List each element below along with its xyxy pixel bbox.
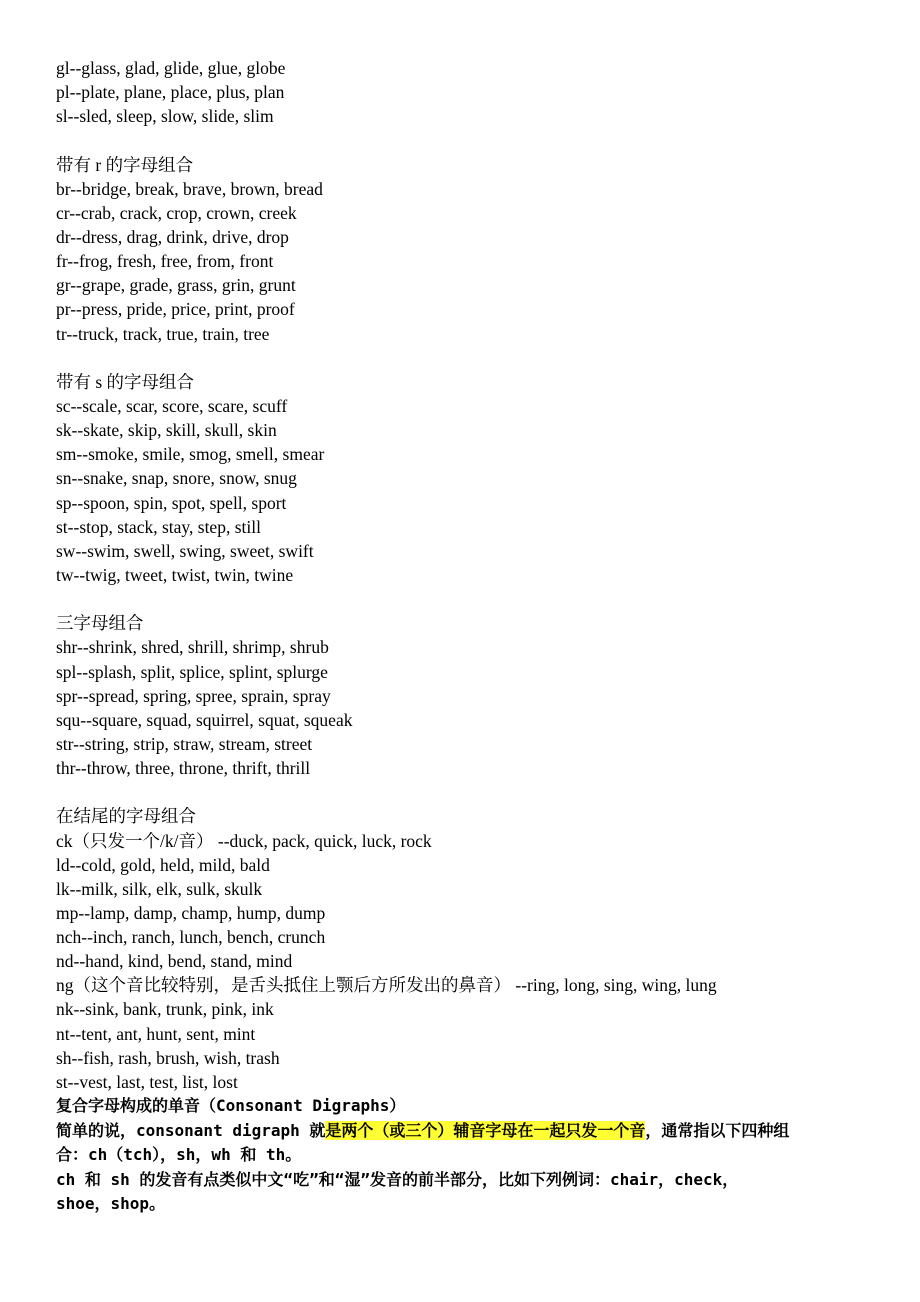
blend-line: sh--fish, rash, brush, wish, trash — [56, 1047, 280, 1068]
digraphs-paragraph-line: shoe，shop。 — [56, 1194, 166, 1214]
blend-line: spl--splash, split, splice, splint, splurge — [56, 661, 328, 682]
blend-line: sl--sled, sleep, slow, slide, slim — [56, 106, 274, 127]
blend-line: thr--throw, three, throne, thrift, thrill — [56, 758, 311, 779]
blend-line: pl--plate, plane, place, plus, plan — [56, 82, 285, 103]
blend-line: ld--cold, gold, held, mild, bald — [56, 854, 270, 875]
blend-line: nd--hand, kind, bend, stand, mind — [56, 951, 293, 972]
blend-group-s — [56, 370, 876, 587]
digraphs-paragraph-line: ch 和 sh 的发音有点类似中文“吃”和“湿”发音的前半部分，比如下列例词：chair，check， — [56, 1169, 739, 1189]
digraphs-text: ，通常指以下四种组 — [645, 1120, 790, 1140]
blend-line: sw--swim, swell, swing, sweet, swift — [56, 540, 314, 561]
section-heading: 带有 s 的字母组合 — [56, 371, 195, 392]
blend-line: str--string, strip, straw, stream, street — [56, 733, 313, 754]
digraphs-section — [56, 1094, 876, 1217]
digraphs-title: 复合字母构成的单音（Consonant Digraphs） — [56, 1096, 406, 1116]
blend-line: gl--glass, glad, glide, glue, globe — [56, 58, 286, 78]
blend-line: nk--sink, bank, trunk, pink, ink — [56, 999, 274, 1020]
blend-group-ending — [56, 804, 876, 1094]
blend-line: cr--crab, crack, crop, crown, creek — [56, 202, 297, 223]
spacer — [56, 780, 876, 804]
blend-line: nch--inch, ranch, lunch, bench, crunch — [56, 927, 326, 948]
blend-line: mp--lamp, damp, champ, hump, dump — [56, 902, 326, 923]
digraphs-paragraph-line — [56, 1119, 876, 1144]
section-heading: 三字母组合 — [56, 613, 144, 634]
blend-line: st--stop, stack, stay, step, still — [56, 516, 261, 537]
digraphs-text: 简单的说，consonant digraph 就 — [56, 1120, 326, 1140]
blend-line: sk--skate, skip, skill, skull, skin — [56, 420, 277, 441]
blend-line: shr--shrink, shred, shrill, shrimp, shrub — [56, 637, 329, 658]
spacer — [56, 128, 876, 152]
blend-line: sc--scale, scar, score, scare, scuff — [56, 395, 288, 416]
blend-line: ng（这个音比较特别，是舌头抵住上颚后方所发出的鼻音） --ring, long, sing, wing, lung — [56, 975, 717, 996]
blend-line: fr--frog, fresh, free, from, front — [56, 251, 274, 272]
blend-line: st--vest, last, test, list, lost — [56, 1071, 238, 1092]
blend-line: br--bridge, break, brave, brown, bread — [56, 178, 323, 199]
blend-group-three-letter — [56, 611, 876, 780]
highlighted-text: 是两个（或三个）辅音字母在一起只发一个音 — [325, 1120, 646, 1140]
blend-line: tr--truck, track, true, train, tree — [56, 323, 270, 344]
blend-line: sn--snake, snap, snore, snow, snug — [56, 468, 297, 489]
blend-line: squ--square, squad, squirrel, squat, squeak — [56, 709, 353, 730]
blend-line: gr--grape, grade, grass, grin, grunt — [56, 275, 296, 296]
blend-group-l — [56, 56, 876, 128]
blend-line: spr--spread, spring, spree, sprain, spray — [56, 685, 331, 706]
blend-line: tw--twig, tweet, twist, twin, twine — [56, 564, 294, 585]
blend-group-r — [56, 153, 876, 346]
blend-line: sm--smoke, smile, smog, smell, smear — [56, 444, 325, 465]
spacer — [56, 587, 876, 611]
section-heading: 在结尾的字母组合 — [56, 806, 196, 827]
blend-line: ck（只发一个/k/音） --duck, pack, quick, luck, rock — [56, 830, 432, 851]
blend-line: sp--spoon, spin, spot, spell, sport — [56, 492, 287, 513]
spacer — [56, 346, 876, 370]
blend-line: lk--milk, silk, elk, sulk, skulk — [56, 878, 263, 899]
section-heading: 带有 r 的字母组合 — [56, 154, 194, 175]
digraphs-paragraph-line: 合：ch（tch），sh，wh 和 th。 — [56, 1145, 302, 1165]
blend-line: nt--tent, ant, hunt, sent, mint — [56, 1023, 256, 1044]
document-content — [56, 56, 876, 1217]
blend-line: dr--dress, drag, drink, drive, drop — [56, 226, 289, 247]
blend-line: pr--press, pride, price, print, proof — [56, 299, 295, 320]
